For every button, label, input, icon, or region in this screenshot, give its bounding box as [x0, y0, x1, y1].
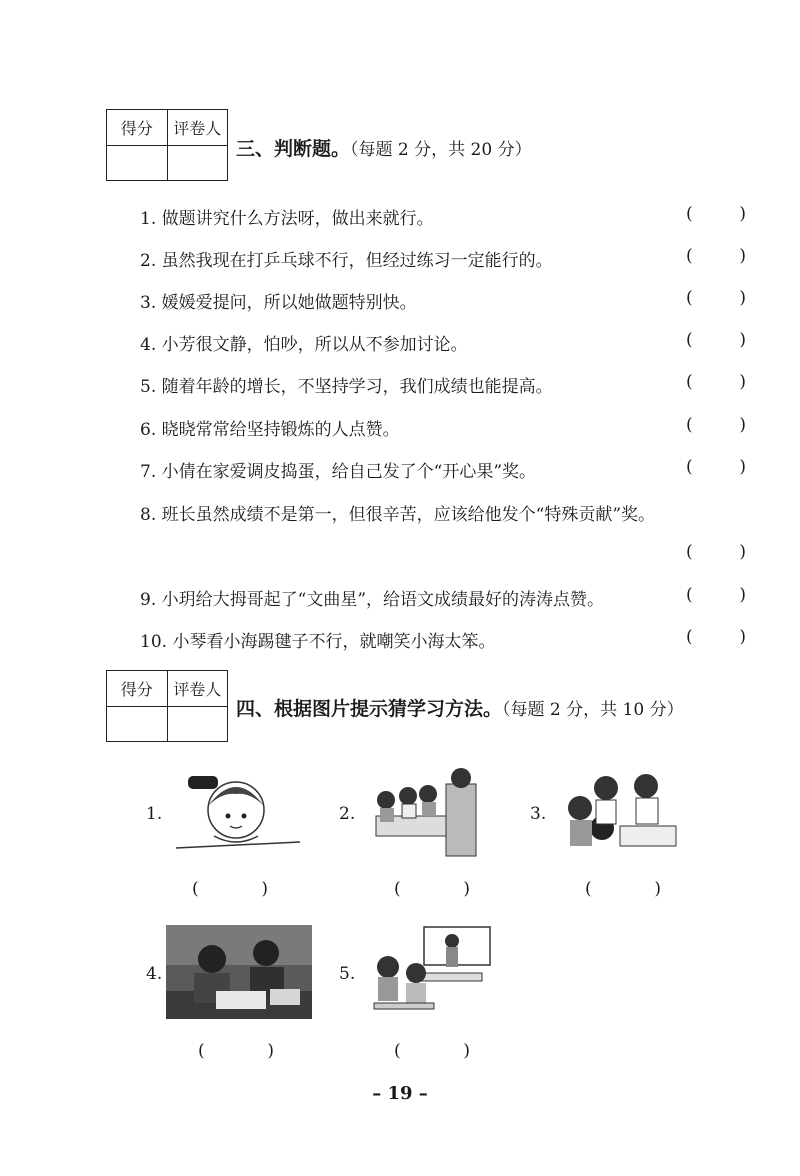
paren-close: ) [739, 372, 746, 392]
paren-close: ) [739, 585, 746, 605]
paren-close: ) [739, 627, 746, 647]
question-3: 3. 媛媛爱提问，所以她做题特别快。 [140, 293, 417, 313]
question-7: 7. 小倩在家爱调皮捣蛋，给自己发了个“开心果”奖。 [140, 462, 537, 482]
paren-close: ) [463, 1041, 470, 1061]
paren-open: ( [198, 1041, 205, 1061]
answer-blank-10[interactable] [686, 627, 746, 647]
answer-blank-3[interactable] [686, 288, 746, 308]
answer-blank-8[interactable] [686, 542, 746, 562]
question-8: 8. 班长虽然成绩不是第一，但很辛苦，应该给他发个“特殊贡献”奖。 [140, 505, 656, 525]
paren-close: ) [463, 879, 470, 899]
question-2: 2. 虽然我现在打乒乓球不行，但经过练习一定能行的。 [140, 251, 553, 271]
answer-blank-1[interactable] [686, 204, 746, 224]
picture-1-answer[interactable] [192, 879, 268, 899]
question-6: 6. 晓晓常常给坚持锻炼的人点赞。 [140, 420, 400, 440]
section4-title-text: 四、根据图片提示猜学习方法。 [236, 698, 503, 720]
page-number: – 19 – [372, 1083, 428, 1104]
paren-close: ) [267, 1041, 274, 1061]
answer-blank-9[interactable] [686, 585, 746, 605]
paren-close: ) [739, 457, 746, 477]
paren-close: ) [654, 879, 661, 899]
classroom-blackboard-illustration [370, 925, 494, 1019]
answer-blank-4[interactable] [686, 330, 746, 350]
section4-note: （每题 2 分，共 10 分） [502, 700, 684, 720]
paren-close: ) [739, 330, 746, 350]
grader-label: 评卷人 [167, 110, 228, 145]
picture-4-answer[interactable] [198, 1041, 274, 1061]
girl-thinking-illustration [176, 768, 300, 862]
paren-open: ( [686, 585, 693, 605]
paren-close: ) [739, 415, 746, 435]
section3-title [236, 134, 532, 161]
paren-close: ) [739, 204, 746, 224]
picture-1-number: 1. [146, 804, 163, 824]
paren-close: ) [261, 879, 268, 899]
grader-cell[interactable] [167, 146, 228, 181]
score-label: 得分 [120, 680, 153, 699]
question-5: 5. 随着年龄的增长，不坚持学习，我们成绩也能提高。 [140, 377, 553, 397]
question-1: 1. 做题讲究什么方法呀，做出来就行。 [140, 209, 434, 229]
picture-2-number: 2. [339, 804, 356, 824]
paren-close: ) [739, 542, 746, 562]
picture-5-answer[interactable] [394, 1041, 470, 1061]
picture-3-answer[interactable] [585, 879, 661, 899]
question-9: 9. 小玥给大拇哥起了“文曲星”，给语文成绩最好的涛涛点赞。 [140, 590, 605, 610]
paren-open: ( [686, 542, 693, 562]
score-cell[interactable] [107, 707, 167, 742]
answer-blank-7[interactable] [686, 457, 746, 477]
group-discussion-illustration [560, 766, 678, 860]
score-box-section4 [106, 670, 228, 742]
grader-cell[interactable] [167, 707, 228, 742]
paren-open: ( [686, 627, 693, 647]
section3-note: （每题 2 分，共 20 分） [350, 140, 532, 160]
teacher-with-students-illustration [366, 764, 484, 860]
paren-open: ( [686, 372, 693, 392]
paren-open: ( [686, 246, 693, 266]
section3-title-text: 三、判断题。 [236, 138, 351, 160]
score-label: 得分 [120, 119, 153, 138]
paren-open: ( [686, 330, 693, 350]
score-cell[interactable] [107, 146, 167, 181]
picture-3-number: 3. [530, 804, 547, 824]
question-4: 4. 小芳很文静，怕吵，所以从不参加讨论。 [140, 335, 468, 355]
paren-open: ( [686, 457, 693, 477]
picture-4-number: 4. [146, 964, 163, 984]
score-box-section3 [106, 109, 228, 181]
question-10: 10. 小琴看小海踢毽子不行，就嘲笑小海太笨。 [140, 632, 496, 652]
paren-open: ( [686, 288, 693, 308]
paren-close: ) [739, 288, 746, 308]
paren-open: ( [192, 879, 199, 899]
paren-open: ( [585, 879, 592, 899]
answer-blank-2[interactable] [686, 246, 746, 266]
paren-close: ) [739, 246, 746, 266]
paren-open: ( [686, 204, 693, 224]
grader-label: 评卷人 [167, 671, 228, 706]
paren-open: ( [394, 1041, 401, 1061]
paren-open: ( [686, 415, 693, 435]
answer-blank-5[interactable] [686, 372, 746, 392]
picture-2-answer[interactable] [394, 879, 470, 899]
picture-5-number: 5. [339, 964, 356, 984]
section4-title [236, 694, 684, 721]
paren-open: ( [394, 879, 401, 899]
boys-studying-photo [166, 925, 312, 1019]
answer-blank-6[interactable] [686, 415, 746, 435]
